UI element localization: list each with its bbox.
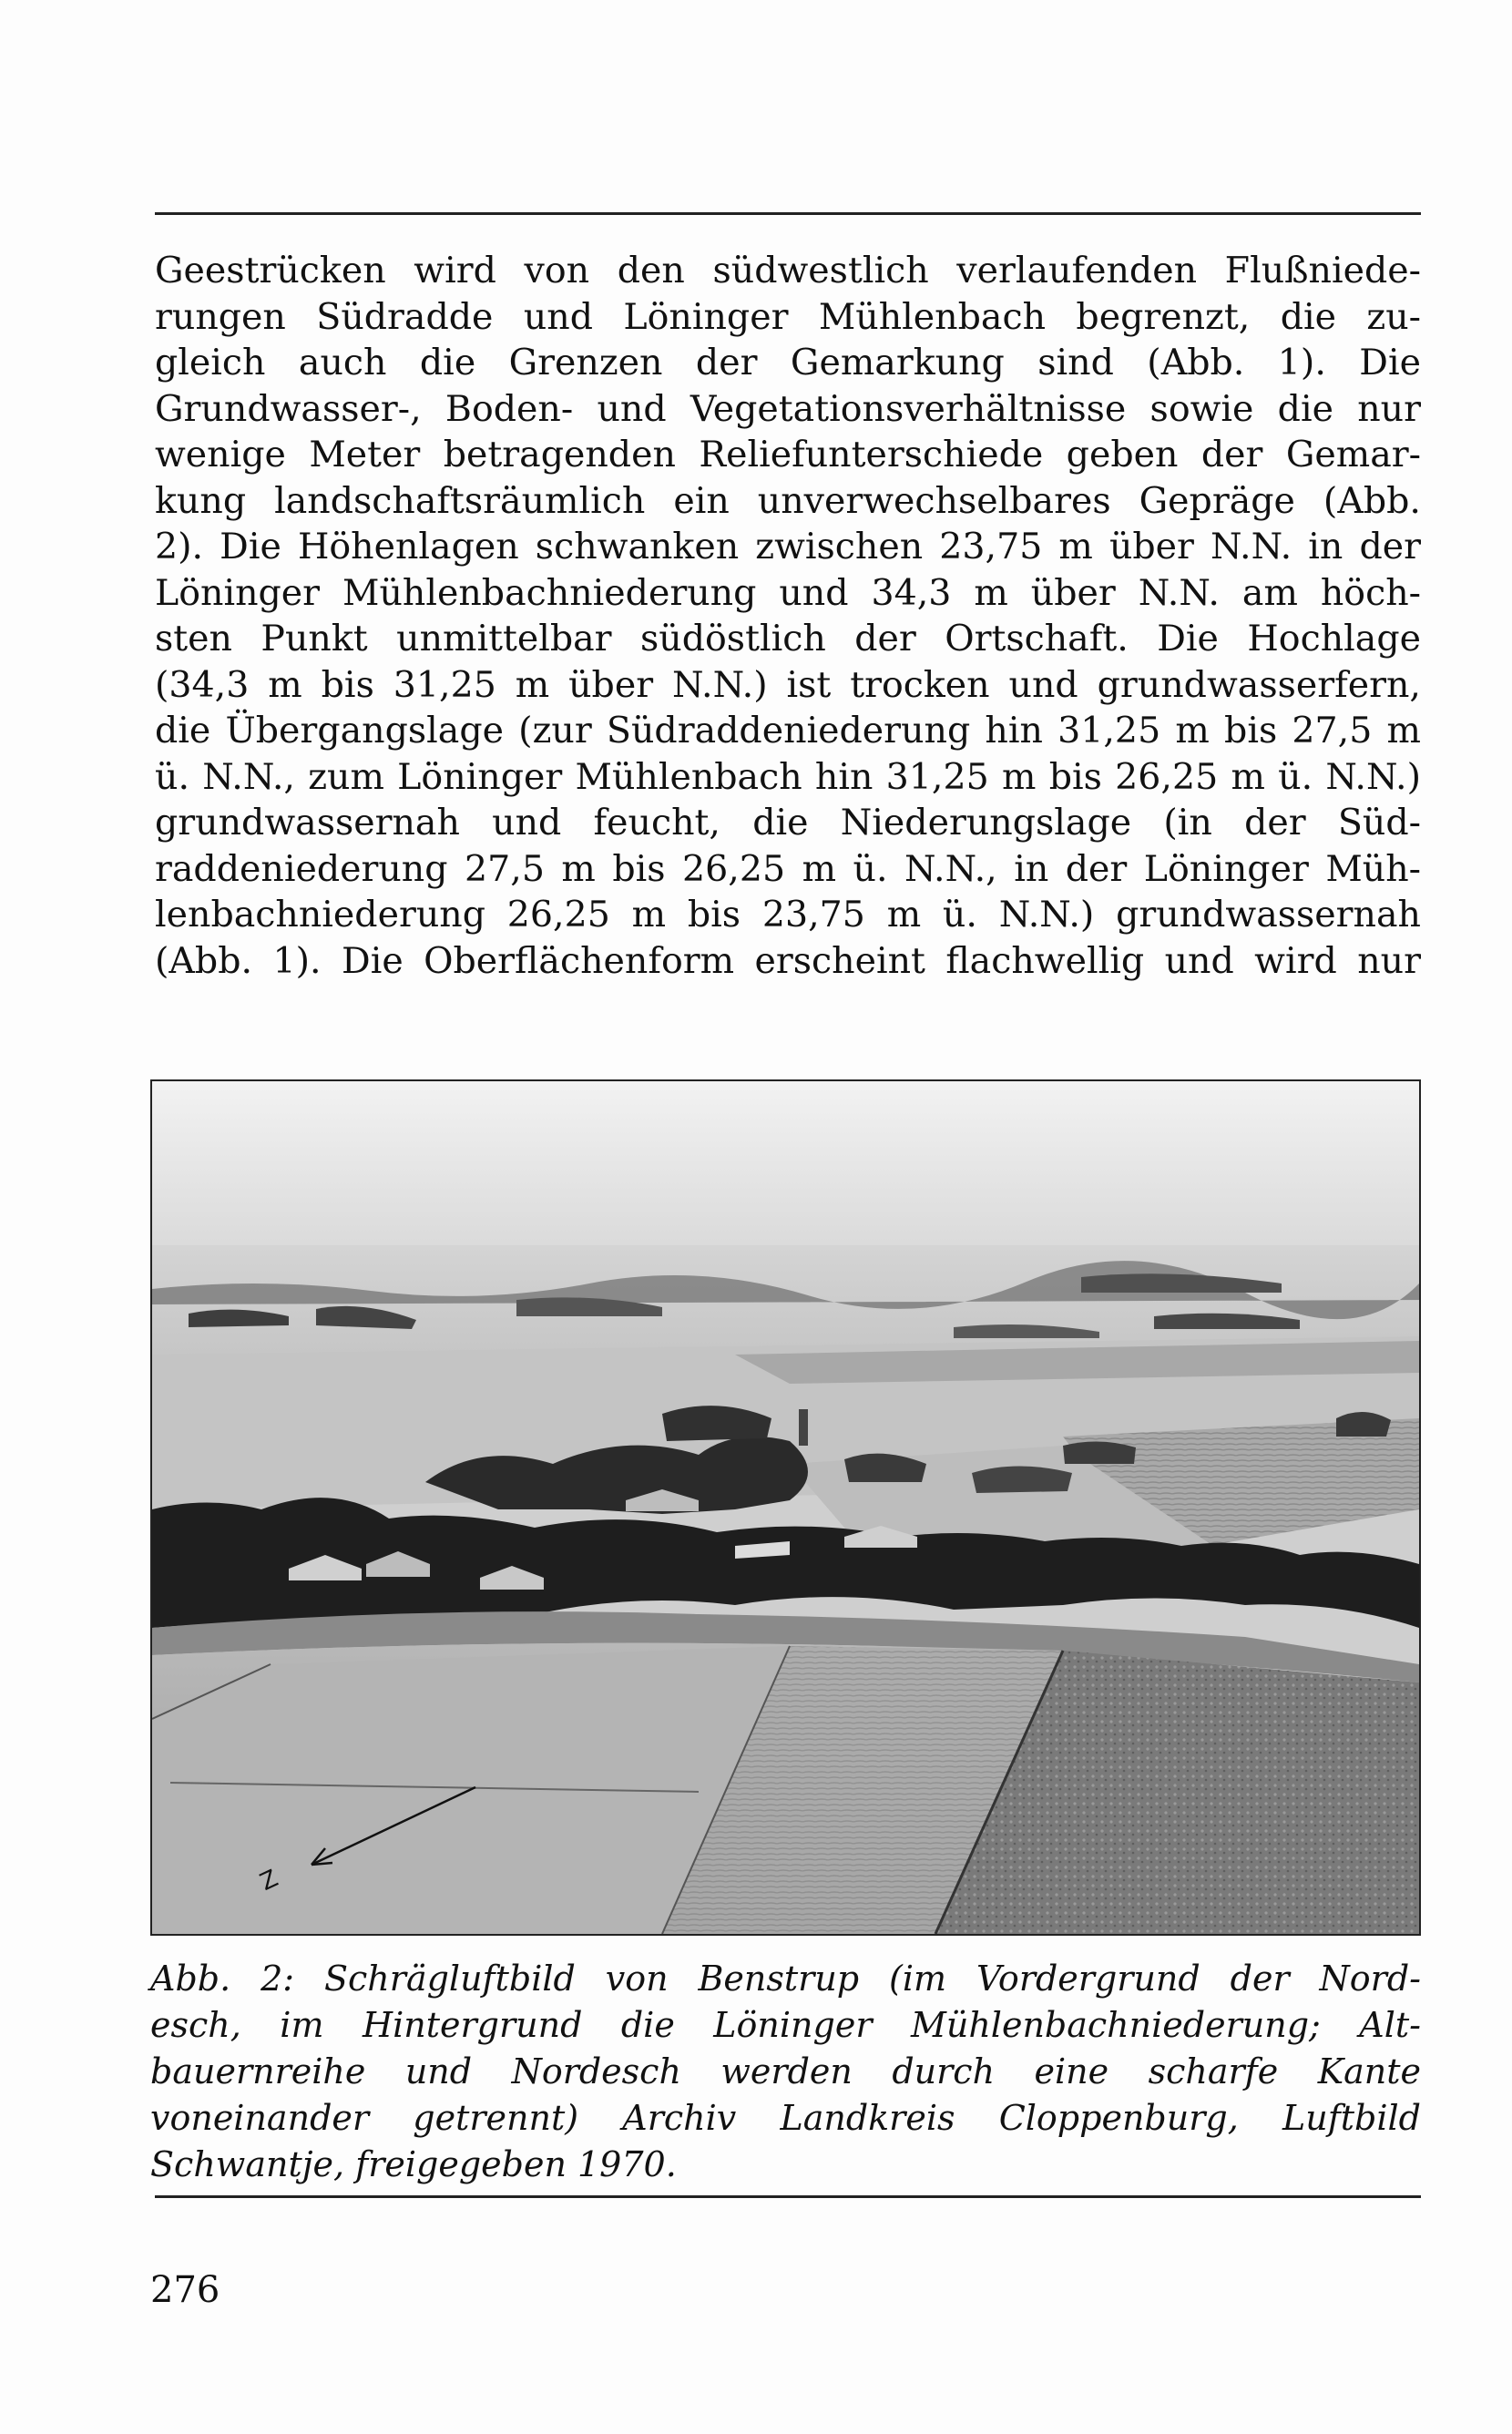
figure-caption bbox=[150, 1956, 1421, 2188]
body-text bbox=[155, 248, 1421, 984]
top-rule bbox=[155, 212, 1421, 215]
text-line: grundwassernah und feucht, die Niederungslage (in der Süd- bbox=[155, 802, 1421, 844]
caption-line: Abb. 2: Schrägluftbild von Benstrup (im Vordergrund der Nord- bbox=[150, 1958, 1421, 1999]
text-line: lenbachniederung 26,25 m bis 23,75 m ü. N.N.) grundwassernah bbox=[155, 894, 1421, 936]
text-line: (34,3 m bis 31,25 m über N.N.) ist trocken und grundwasserfern, bbox=[155, 663, 1421, 706]
text-line: 2). Die Höhenlagen schwanken zwischen 23,75 m über N.N. in der bbox=[155, 526, 1421, 568]
text-line: sten Punkt unmittelbar südöstlich der Ortschaft. Die Hochlage bbox=[155, 618, 1421, 660]
text-line: die Übergangslage (zur Südraddeniederung hin 31,25 m bis 27,5 m bbox=[155, 710, 1421, 752]
text-line: rungen Südradde und Löninger Mühlenbach begrenzt, die zu- bbox=[155, 295, 1421, 338]
text-line: ü. N.N., zum Löninger Mühlenbach hin 31,25 m bis 26,25 m ü. N.N.) bbox=[155, 755, 1421, 798]
aerial-photo-illustration bbox=[152, 1081, 1419, 1934]
text-line: (Abb. 1). Die Oberflächenform erscheint flachwellig und wird nur bbox=[155, 939, 1421, 982]
caption-line: bauernreihe und Nordesch werden durch eine scharfe Kante bbox=[150, 2051, 1421, 2091]
text-line: raddeniederung 27,5 m bis 26,25 m ü. N.N., in der Löninger Müh- bbox=[155, 847, 1421, 890]
photo-annotation-letter: Z bbox=[256, 1865, 282, 1897]
caption-line: Schwantje, freigegeben 1970. bbox=[150, 2144, 677, 2184]
text-line: wenige Meter betragenden Reliefunterschiede geben der Gemar- bbox=[155, 434, 1421, 476]
text-line: Löninger Mühlenbachniederung und 34,3 m über N.N. am höch- bbox=[155, 571, 1421, 614]
caption-line: esch, im Hintergrund die Löninger Mühlenbachniederung; Alt- bbox=[150, 2005, 1421, 2045]
text-line: Grundwasser-, Boden- und Vegetationsverhältnisse sowie die nur bbox=[155, 387, 1421, 430]
text-line: Geestrücken wird von den südwestlich verlaufenden Flußniede- bbox=[155, 250, 1421, 291]
page-number: 276 bbox=[150, 2269, 220, 2311]
text-line: gleich auch die Grenzen der Gemarkung sind (Abb. 1). Die bbox=[155, 342, 1421, 384]
bottom-rule bbox=[155, 2195, 1421, 2198]
aerial-photograph bbox=[150, 1079, 1421, 1936]
text-line: kung landschaftsräumlich ein unverwechselbares Gepräge (Abb. bbox=[155, 479, 1421, 522]
caption-line: voneinander getrennt) Archiv Landkreis Cloppenburg, Luftbild bbox=[150, 2098, 1421, 2138]
